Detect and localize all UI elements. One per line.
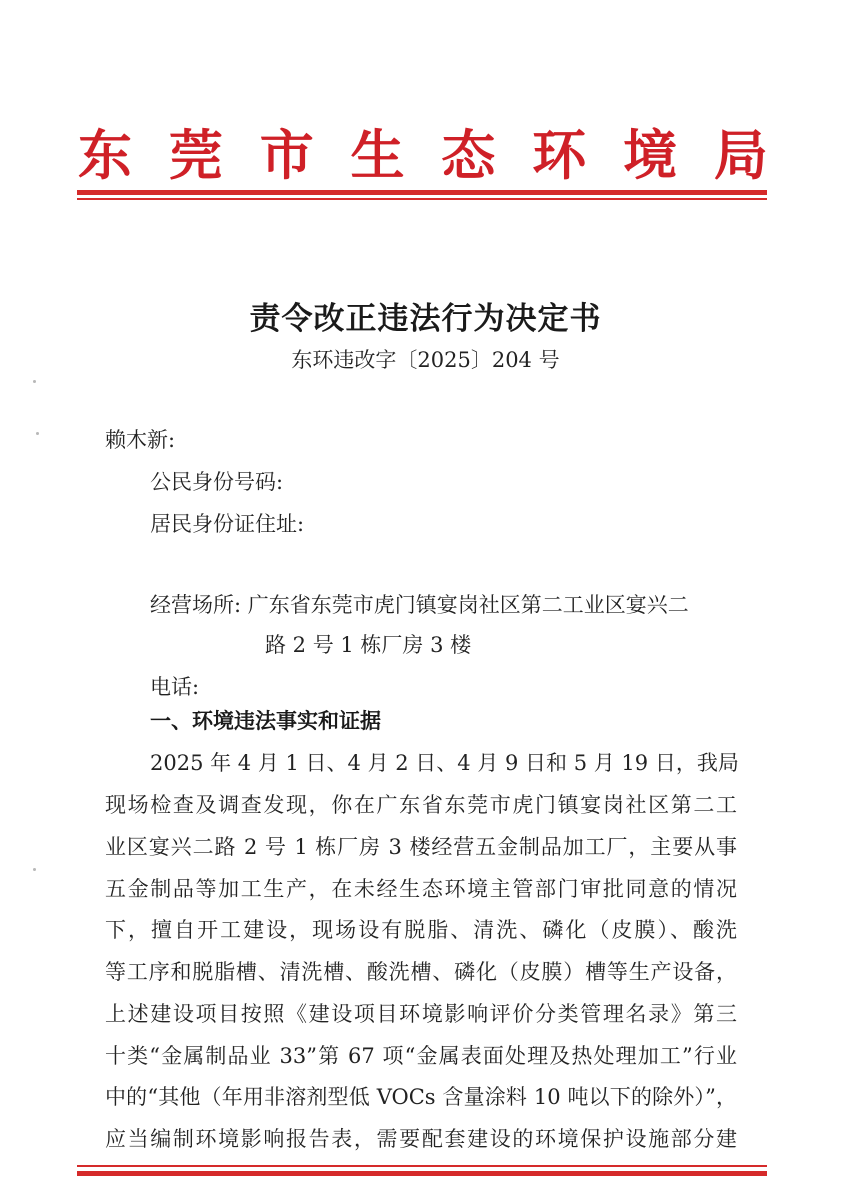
- paragraph-line: 等工序和脱脂槽、清洗槽、酸洗槽、磷化（皮膜）槽等生产设备，: [105, 960, 737, 984]
- business-place-line-1: 经营场所: 广东省东莞市虎门镇宴岗社区第二工业区宴兴二: [150, 593, 689, 617]
- header-divider-thin: [77, 198, 767, 200]
- paragraph-line: 现场检查及调查发现，你在广东省东莞市虎门镇宴岗社区第二工: [105, 793, 737, 817]
- address-label: 居民身份证住址:: [150, 512, 305, 536]
- paragraph-line: 中的“其他（年用非溶剂型低 VOCs 含量涂料 10 吨以下的除外）”，: [105, 1085, 737, 1109]
- footer-divider-thin: [77, 1165, 767, 1167]
- party-name: 赖木新:: [105, 428, 176, 452]
- org-char: 态: [441, 123, 496, 187]
- paragraph-line: 业区宴兴二路 2 号 1 栋厂房 3 楼经营五金制品加工厂，主要从事: [105, 835, 737, 859]
- org-char: 莞: [168, 123, 223, 187]
- paragraph-line: 下，擅自开工建设，现场设有脱脂、清洗、磷化（皮膜）、酸洗: [105, 918, 737, 942]
- paragraph-line: 上述建设项目按照《建设项目环境影响评价分类管理名录》第三: [105, 1002, 737, 1026]
- paragraph-line: 2025 年 4 月 1 日、4 月 2 日、4 月 9 日和 5 月 19 日，我局: [150, 751, 739, 775]
- org-char: 东: [78, 123, 132, 187]
- paragraph-line: 十类“金属制品业 33”第 67 项“金属表面处理及热处理加工”行业: [105, 1044, 737, 1068]
- paragraph-line: 五金制品等加工生产，在未经生态环境主管部门审批同意的情况: [105, 877, 737, 901]
- org-char: 生: [350, 123, 405, 187]
- organization-header: [78, 120, 768, 190]
- scan-speck: [33, 380, 36, 383]
- org-char: 环: [532, 123, 587, 187]
- section-heading: 一、环境违法事实和证据: [150, 709, 381, 733]
- paragraph-line: 应当编制环境影响报告表，需要配套建设的环境保护设施部分建: [105, 1127, 737, 1151]
- org-char: 局: [713, 123, 768, 187]
- header-divider-thick: [77, 190, 767, 195]
- document-number: 东环违改字〔2025〕204 号: [291, 348, 560, 372]
- id-number-label: 公民身份号码:: [150, 470, 284, 494]
- org-char: 市: [259, 123, 314, 187]
- business-place-line-2: 路 2 号 1 栋厂房 3 楼: [265, 633, 472, 657]
- scan-speck: [36, 432, 39, 435]
- phone-label: 电话:: [150, 675, 200, 699]
- document-title: 责令改正违法行为决定书: [249, 301, 602, 337]
- scan-speck: [33, 868, 36, 871]
- org-char: 境: [623, 123, 678, 187]
- footer-divider-thick: [77, 1171, 767, 1176]
